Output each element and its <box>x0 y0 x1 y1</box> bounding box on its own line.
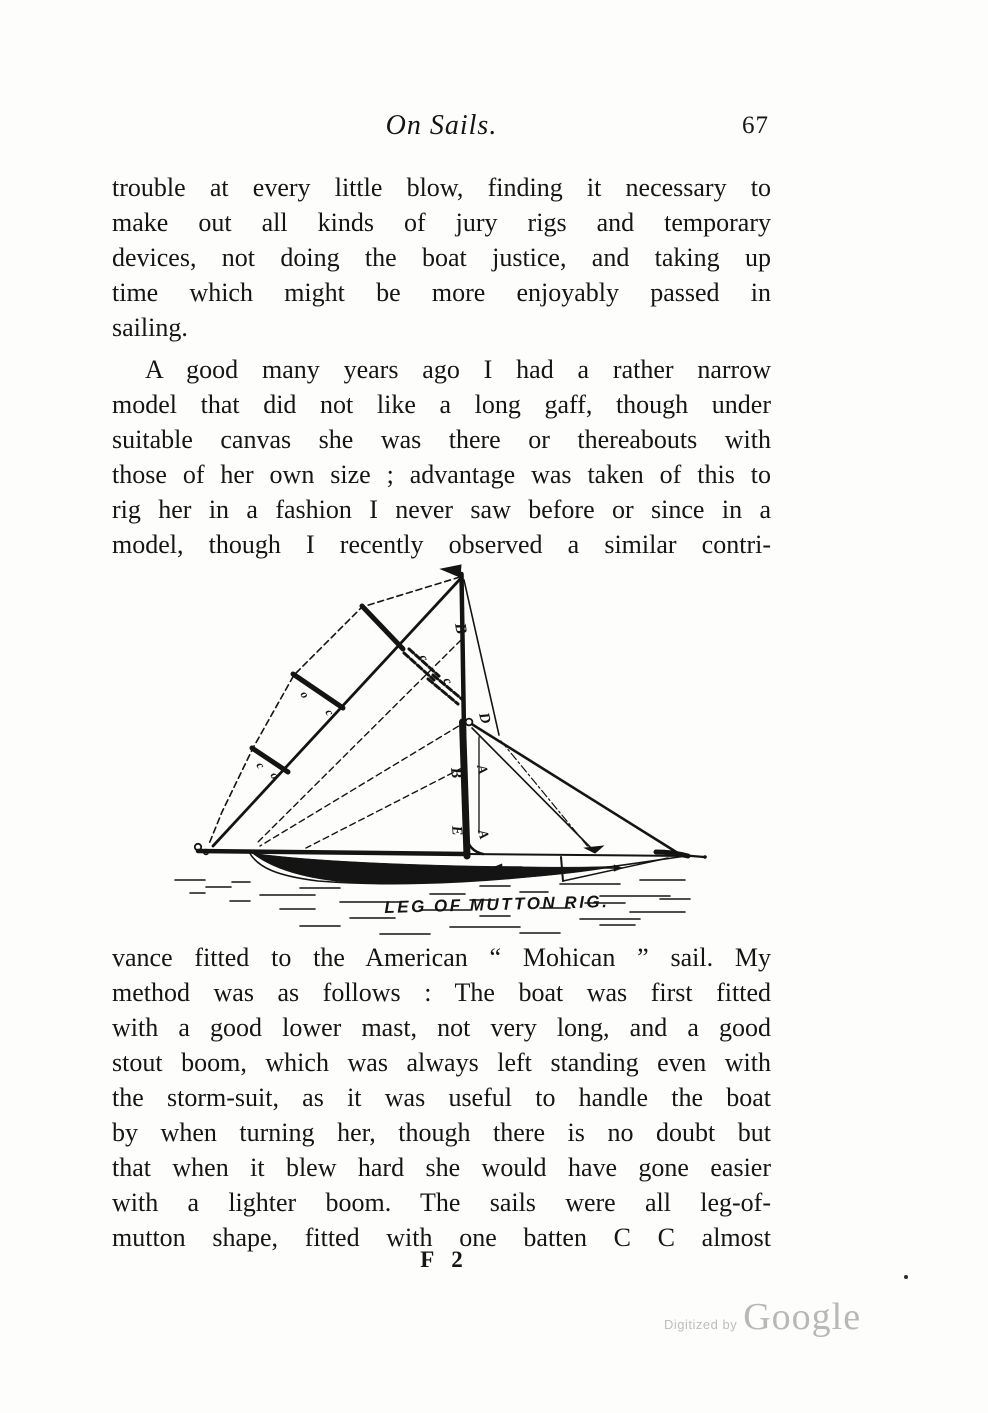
ink-speck <box>904 1275 908 1279</box>
text-line: suitable canvas she was there or thereabouts with <box>112 425 771 454</box>
mainsail-leech <box>213 577 462 846</box>
text-line: mutton shape, fitted with one batten C C almost <box>112 1223 771 1252</box>
digitization-watermark <box>664 1298 924 1336</box>
leg-of-mutton-rig-illustration <box>128 556 728 948</box>
rudder <box>561 857 563 881</box>
masthead-flag <box>441 565 461 577</box>
figure-label: c <box>440 674 457 687</box>
paragraph <box>112 170 771 345</box>
dashed-reef-line <box>256 640 461 844</box>
batten <box>293 674 343 708</box>
text-line: trouble at every little blow, finding it necessary to <box>112 173 771 202</box>
text-line: with a good lower mast, not very long, and a good <box>112 1013 771 1042</box>
figure-label: c <box>416 651 433 664</box>
deck-cleat <box>585 846 603 853</box>
text-line: model, though I recently observed a similar contri- <box>112 530 771 559</box>
google-logo: Google <box>743 1296 862 1338</box>
page-header <box>112 110 771 146</box>
text-line: rig her in a fashion I never saw before or since in a <box>112 495 771 524</box>
dashed-reef-line <box>306 768 462 848</box>
page-number: 67 <box>742 112 769 139</box>
text-line: method was as follows : The boat was first fitted <box>112 978 771 1007</box>
figure-label: D <box>475 710 494 726</box>
figure-label: c <box>322 706 338 719</box>
batten <box>362 606 403 649</box>
paragraph <box>112 352 771 562</box>
text-line: sailing. <box>112 313 188 342</box>
text-line: those of her own size ; advantage was taken of this to <box>112 460 771 489</box>
figure-label: o <box>297 688 313 701</box>
figure-caption: LEG OF MUTTON RIG. <box>384 892 610 917</box>
paragraph <box>112 940 771 1255</box>
watermark-prefix: Digitized by <box>664 1317 738 1332</box>
text-line: vance fitted to the American “ Mohican ” sail. My <box>112 943 771 972</box>
text-line: with a lighter boom. The sails were all leg-of- <box>112 1188 771 1217</box>
signature-mark: F 2 <box>420 1247 463 1272</box>
text-line: time which might be more enjoyably passed in <box>112 278 771 307</box>
text-line: that when it blew hard she would have gone easier <box>112 1153 771 1182</box>
text-line: the storm-suit, as it was useful to handle the boat <box>112 1083 771 1112</box>
bowsprit-tip <box>703 855 706 858</box>
figure-label: c <box>253 759 269 772</box>
figure-label: E <box>448 824 465 837</box>
text-line: by when turning her, though there is no doubt but <box>112 1118 771 1147</box>
figure-label: B <box>451 621 470 636</box>
text-line: make out all kinds of jury rigs and temporary <box>112 208 771 237</box>
figure-label: o <box>267 769 283 782</box>
sailboat-drawing <box>128 556 728 948</box>
text-line: stout boom, which was always left standing even with <box>112 1048 771 1077</box>
figure-label: A <box>473 763 491 777</box>
jib-halyard <box>501 741 589 848</box>
figure-label: B <box>447 766 465 779</box>
text-line: A good many years ago I had a rather narrow <box>145 355 771 384</box>
mast-junction-knob <box>466 719 473 726</box>
text-line: devices, not doing the boat justice, and taking up <box>112 243 771 272</box>
masthead-stay <box>464 580 499 735</box>
text-line: model that did not like a long gaff, though under <box>112 390 771 419</box>
figure-label: A <box>474 828 492 842</box>
running-title: On Sails. <box>385 110 498 141</box>
forestay <box>470 723 681 855</box>
dashed-reef-line <box>260 721 467 846</box>
